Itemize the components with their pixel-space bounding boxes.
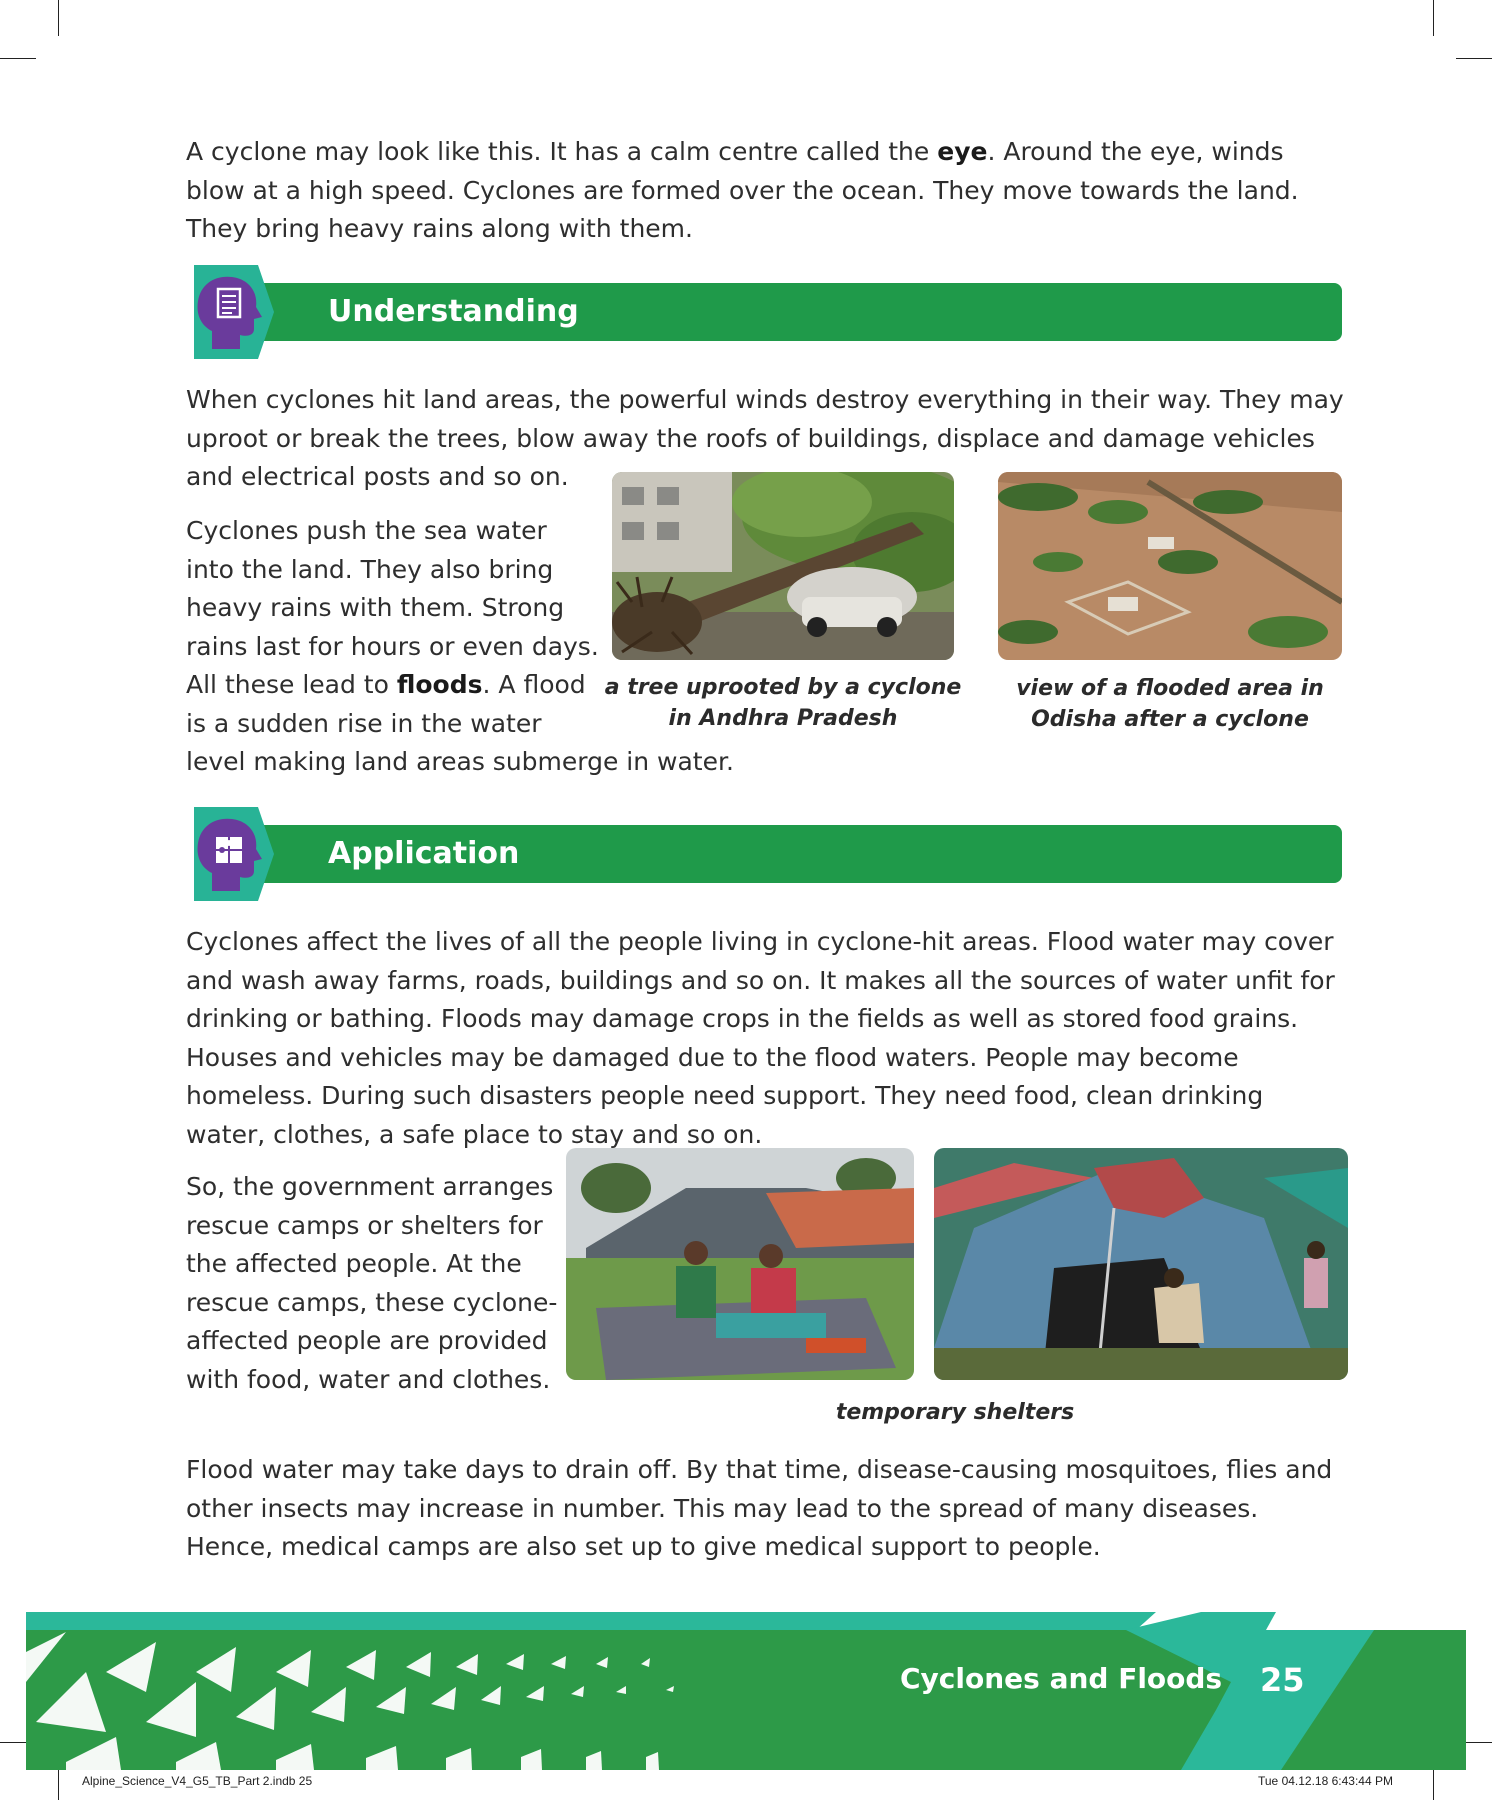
application-paragraph-1: Cyclones affect the lives of all the people living in cyclone-hit areas. Flood water may cover and wash away farms, roads, buildings and so on. It makes all the sources of water unfit for drinking or bathing. Floods may damage crops in the fields as well as stored food grains. Houses and vehicles may be damaged due to the flood waters. People may become homeless. During such disasters people need support. They need food, clean drinking water, clothes, a safe place to stay and so on. xyxy=(186,927,1335,1149)
flooded-area-caption: view of a flooded area in Odisha after a cyclone xyxy=(1016,676,1324,732)
timestamp-slug: Tue 04.12.18 6:43:44 PM xyxy=(1258,1774,1393,1788)
shelters-caption: temporary shelters xyxy=(835,1400,1075,1425)
file-slug: Alpine_Science_V4_G5_TB_Part 2.indb 25 xyxy=(82,1774,313,1788)
crop-mark xyxy=(58,0,59,36)
page-number: 25 xyxy=(1260,1661,1305,1699)
application-paragraph-3: Flood water may take days to drain off. By that time, disease-causing mosquitoes, flies and other insects may increase in number. This may lead to the spread of many diseases. Hence, medical camps are also set up to give medical support to people. xyxy=(186,1455,1333,1561)
uprooted-tree-caption: a tree uprooted by a cyclone in Andhra Pradesh xyxy=(604,675,962,731)
crop-mark xyxy=(1456,58,1492,59)
head-puzzle-icon xyxy=(186,807,274,901)
crop-mark xyxy=(1433,0,1434,36)
application-title: Application xyxy=(328,836,520,871)
footer-band xyxy=(26,1612,1466,1770)
understanding-paragraph-1: When cyclones hit land areas, the powerful winds destroy everything in their way. They may uproot or break the trees, blow away the roofs of buildings, displace and damage vehicles and electrical posts and so on. xyxy=(186,385,1344,491)
application-paragraph-2: So, the government arranges rescue camps or shelters for the affected people. At the rescue camps, these cyclone-affected people are provided with food, water and clothes. xyxy=(186,1172,558,1394)
intro-paragraph: A cyclone may look like this. It has a calm centre called the eye. Around the eye, winds blow at a high speed. Cyclones are formed over the ocean. They move towards the land. They bring heavy rains along with them. xyxy=(186,137,1299,243)
shelter-photo-right xyxy=(934,1148,1348,1380)
uprooted-tree-photo xyxy=(612,472,954,660)
understanding-paragraph-2: Cyclones push the sea water into the land. They also bring heavy rains with them. Strong rains last for hours or even days. All these lead to floods. A flood is a sudden rise in the water xyxy=(186,516,599,738)
chapter-title: Cyclones and Floods xyxy=(900,1662,1223,1695)
understanding-paragraph-2-end: level making land areas submerge in water. xyxy=(186,747,734,776)
flooded-area-photo xyxy=(998,472,1342,660)
head-checklist-icon xyxy=(186,265,274,359)
shelter-photo-left xyxy=(566,1148,914,1380)
crop-mark xyxy=(0,58,36,59)
understanding-title: Understanding xyxy=(328,294,579,329)
